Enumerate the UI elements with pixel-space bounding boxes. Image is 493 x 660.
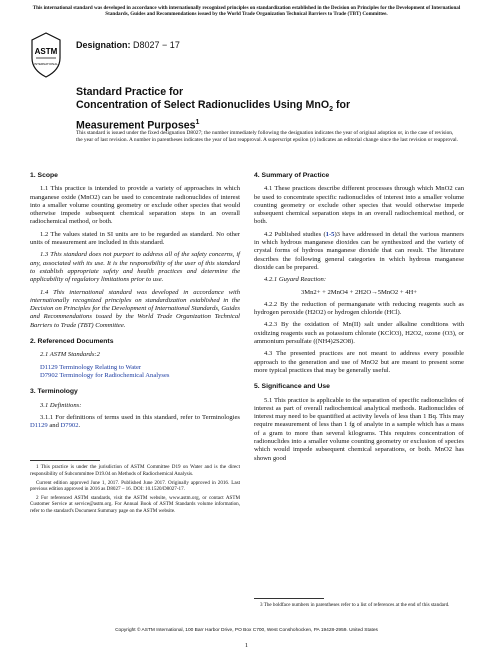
section-scope-heading: 1. Scope xyxy=(30,172,58,179)
para-5-1: 5.1 This practice is applicable to the separation of specific radionuclides of interest as part of overall radiochemical analytical methods. Radionuclides of interest may need to be quantified at activity levels of less than 1 Bq. This may require measurement of less than 1 fg of analyte in a sample which has a mass of a gram to more than several kilograms. This requires concentration of radionuclides into a smaller volume counting geometry or exclusion of species which would impede subsequent chemical separations, or both. MnO2 has shown good xyxy=(254,396,464,462)
reference-d1129[interactable] xyxy=(40,364,240,372)
para-4-2-2: 4.2.2 By the reduction of permanganate with reducing reagents such as hydrogen peroxide (H2O2) or hydrogen chloride (HCl). xyxy=(254,300,464,317)
svg-text:ASTM: ASTM xyxy=(34,47,58,56)
para-1-4: 1.4 This international standard was developed in accordance with internationally recognized principles on standardization established in the Decision on Principles for the Development of International Standards, Guides and Recommendations issued by the World Trade Organization Technical Barriers to Trade (TBT) Committee. xyxy=(30,288,240,329)
wto-notice: This international standard was developed in accordance with internationally recognized principles on standardization established in the Decision on Principles for the Development of International Standards, Guides and Recommendations issued by the World Trade Organization Technical Barriers to Trade (TBT) Committee. xyxy=(32,5,461,18)
para-1-2: 1.2 The values stated in SI units are to be regarded as standard. No other units of measurement are included in this standard. xyxy=(30,230,240,247)
document-title xyxy=(76,86,456,132)
section-references-heading: 2. Referenced Documents xyxy=(30,338,114,346)
svg-text:INTERNATIONAL: INTERNATIONAL xyxy=(34,62,58,66)
page-number: 1 xyxy=(244,642,249,649)
reference-d7902[interactable] xyxy=(40,372,240,380)
designation xyxy=(76,40,180,50)
section-summary-heading: 4. Summary of Practice xyxy=(254,172,330,179)
designation-label: Designation: xyxy=(76,40,131,50)
right-column xyxy=(254,170,464,467)
reference-title[interactable]: Terminology for Radiochemical Analyses xyxy=(57,371,170,379)
title-line-2: Concentration of Select Radionuclides Using MnO$_2$ for xyxy=(76,98,351,113)
right-footnotes xyxy=(254,592,464,611)
reference-title[interactable]: Terminology Relating to Water xyxy=(57,363,142,371)
para-1-1: 1.1 This practice is intended to provide a variety of approaches in which manganese oxide (MnO2) can be used to concentrate radionuclides of interest into a smaller volume counting geometry or exclude other species that would otherwise impede subsequent chemical separation steps in an overall radiochemical method, or both. xyxy=(30,185,240,226)
guyard-equation: 3Mn2+ + 2MnO4 + 2H2O→5MnO2 + 4H+ xyxy=(300,288,418,296)
term-ref-d1129[interactable]: D1129 xyxy=(30,422,48,430)
astm-logo-icon xyxy=(30,32,62,78)
footnote-rule xyxy=(254,598,324,599)
para-1-3: 1.3 This standard does not purport to address all of the safety concerns, if any, associated with its use. It is the responsibility of the user of this standard to establish appropriate safety and health practices and determine the applicability of regulatory limitations prior to use. xyxy=(30,251,240,284)
para-4-2-3: 4.2.3 By the oxidation of Mn(II) salt under alkaline conditions with oxidizing reagents such as potassium chlorate (KClO3), H2O2, ozone (O3), or ammonium persulfate ((NH4)2S2O8). xyxy=(254,321,464,346)
left-column xyxy=(30,170,240,517)
title-line-1: Standard Practice for xyxy=(76,86,184,98)
para-4-2: 4.2 Published studies (1-5)3 have addressed in detail the various manners in which hydrous manganese dioxides can be synthesized and the variety of crystal forms of hydrous manganese dioxide that can result. The literature describes the following general categories in which hydrous manganese dioxide can be prepared. xyxy=(254,230,464,271)
copyright-footer: Copyright © ASTM International, 100 Barr Harbor Drive, PO Box C700, West Conshohocken, PA 19428-2959. United States xyxy=(115,628,378,633)
para-4-3: 4.3 The presented practices are not meant to address every possible approach to the generation and use of MnO2 but are meant to present some more typical practices that may be generally useful. xyxy=(254,350,464,374)
reference-code[interactable]: D1129 xyxy=(40,363,58,371)
issuance-note: This standard is issued under the fixed designation D8027; the number immediately following the designation indicates the year of original adoption or, in the case of revision, the year of last revision. A number in parentheses indicates the year of last reapproval. A superscript epsilon (ε) indicates an editorial change since the last revision or reapproval. xyxy=(76,130,459,143)
section-terminology-heading: 3. Terminology xyxy=(30,388,78,396)
footnote-rule xyxy=(30,460,100,461)
title-line-3: Measurement Purposes$^1$ xyxy=(76,118,200,132)
para-3-1-1: 3.1.1 For definitions of terms used in this standard, refer to Terminologies D1129 and D7902. xyxy=(30,413,240,430)
term-ref-d7902[interactable]: D7902 xyxy=(60,422,79,430)
designation-number: D8027 − 17 xyxy=(133,40,180,50)
para-3-1: 3.1 Definitions: xyxy=(40,401,82,409)
para-4-1: 4.1 These practices describe different processes through which MnO2 can be used to concentrate specific radionuclides of interest into a smaller volume counting geometry or exclude other species that would otherwise impede subsequent chemical separation steps in an overall radiochemical method, or both. xyxy=(254,185,464,226)
footnote-2: 2 For referenced ASTM standards, visit the ASTM website, www.astm.org, or contact ASTM Customer Service at service@astm.org. For Annual Book of ASTM Standards volume information, refer to the standard's Document Summary page on the ASTM website. xyxy=(30,495,240,514)
reference-code[interactable]: D7902 xyxy=(40,371,58,379)
para-2-1: 2.1 ASTM Standards:2 xyxy=(40,351,100,359)
footnote-3: 3 The boldface numbers in parentheses refer to a list of references at the end of this standard. xyxy=(260,602,450,608)
para-4-2-1: 4.2.1 Guyard Reaction: xyxy=(264,276,327,284)
section-significance-heading: 5. Significance and Use xyxy=(254,383,330,391)
citation-link[interactable]: 1-5 xyxy=(325,230,335,238)
footnote-1: 1 This practice is under the jurisdiction of ASTM Committee D19 on Water and is the direct responsibility of Subcommittee D19.04 on Methods of Radiochemical Analysis. xyxy=(30,464,240,477)
footnote-1b: Current edition approved June 1, 2017. Published June 2017. Originally approved in 2016. Last previous edition approved in 2016 as D8027 – 16. DOI: 10.1520/D8027-17. xyxy=(30,479,240,493)
